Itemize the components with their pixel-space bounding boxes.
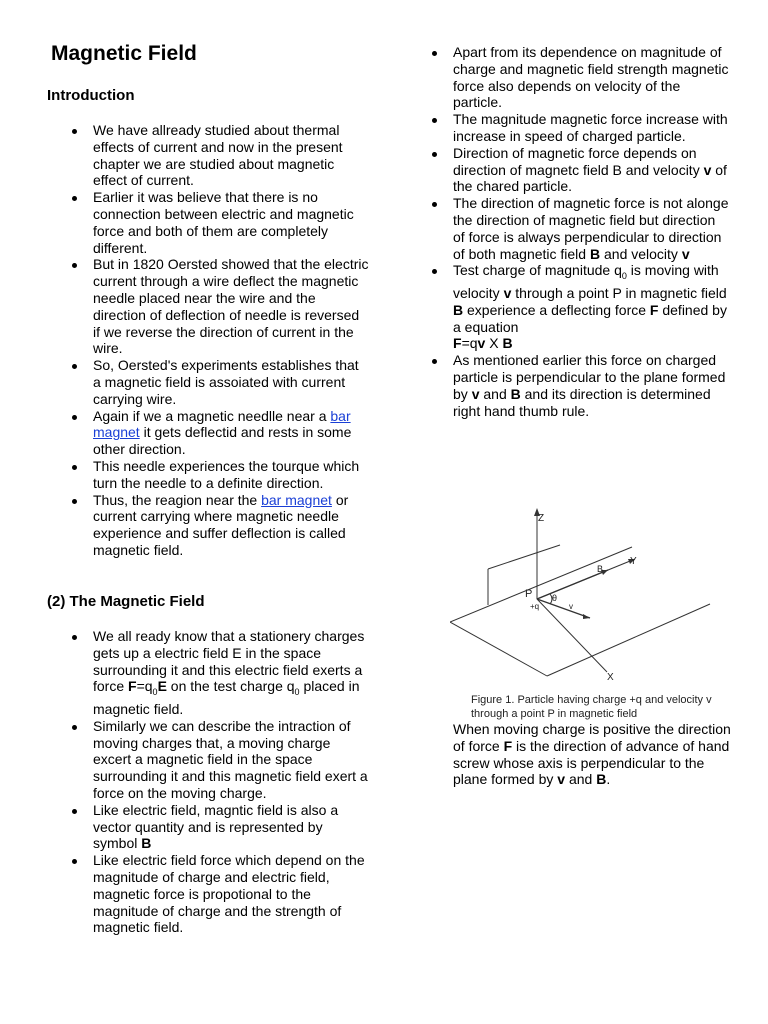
horizontal-plane-front-edge <box>547 604 710 676</box>
bullet-text: Thus, the reagion near the <box>93 491 262 508</box>
charge-label: +q <box>530 602 540 611</box>
point-p-label: P <box>525 588 533 600</box>
x-axis-label: X <box>607 672 614 683</box>
vertical-plane-top-edge <box>488 545 560 569</box>
list-item: The magnitude magnetic force increase with increase in speed of charged particle. <box>429 111 729 145</box>
page-title: Magnetic Field <box>51 42 197 65</box>
list-item: Like electric field, magntic field is also a vector quantity and is represented by symbol B <box>69 802 369 852</box>
list-item: Like electric field force which depend on the magnitude of charge and electric field, magnetic force is propotional to the magnitude of charge and the strength of magnetic field. <box>69 852 369 936</box>
list-item: Direction of magnetic force depends on direction of magnetc field B and velocity v of the chared particle. <box>429 145 729 195</box>
v-vector-label: v <box>569 602 573 611</box>
y-axis-label: Y <box>630 556 637 567</box>
v-vector <box>537 599 590 618</box>
bullet-text: it gets deflectid and rests in some other direction. <box>93 424 352 458</box>
b-vector <box>537 570 608 599</box>
list-item: Apart from its dependence on magnitude of charge and magnetic field strength magnetic force also depends on velocity of the particle. <box>429 44 729 111</box>
closing-paragraph: When moving charge is positive the direction of force F is the direction of advance of hand screw whose axis is perpendicular to the plane formed by v and B. <box>453 721 731 788</box>
section-heading: (2) The Magnetic Field <box>47 593 205 610</box>
b-vector-label: B <box>597 564 604 574</box>
bullet-text: But in 1820 Oersted showed that the electric current through a wire deflect the magnetic needle placed near the wire and the direction of deflection of needle is reversed if we reverse the direction of current in the wire. <box>93 256 369 357</box>
list-item: We all ready know that a stationery charges gets up a electric field E in the space surrounding it and this electric field exerts a force $F=q_0E$ on the test charge $q_0$ placed in magnetic field. <box>69 628 369 718</box>
bar-magnet-link[interactable]: bar magnet <box>93 407 351 441</box>
list-item: Test charge of magnitude $q_0$ is moving with velocity v through a point P in magnetic field B experience a deflecting force F defined by a equation F=qv X B <box>429 262 729 352</box>
list-item <box>69 408 369 458</box>
figure-caption: Figure 1. Particle having charge +q and velocity v through a point P in magnetic field <box>471 694 712 720</box>
list-item <box>69 458 369 492</box>
bullet-text: or current carrying where magnetic needle experience and suffer deflection is called magnetic field. <box>93 491 349 558</box>
list-item: The direction of magnetic force is not alonge the direction of magnetic field but direction of force is always perpendicular to direction of both magnetic field B and velocity v <box>429 195 729 262</box>
z-axis-label: Z <box>538 513 545 524</box>
list-item <box>69 256 369 357</box>
force-equation: F=qv X B <box>453 335 513 352</box>
bar-magnet-link[interactable]: bar magnet <box>261 491 332 508</box>
list-item <box>69 122 369 189</box>
list-item <box>69 492 369 559</box>
bullet-text: So, Oersted's experiments establishes that a magnetic field is assoiated with current carrying wire. <box>93 357 359 407</box>
bullet-text: Earlier it was believe that there is no connection between electric and magnetic force and both of them are completely different. <box>93 189 354 256</box>
list-item: As mentioned earlier this force on charged particle is perpendicular to the plane formed by v and B and its direction is determined right hand thumb rule. <box>429 352 729 419</box>
horizontal-plane-left-edge <box>450 622 547 676</box>
introduction-heading: Introduction <box>47 87 135 104</box>
horizontal-plane-back-edge <box>450 547 632 622</box>
right-column-list <box>429 44 729 419</box>
bullet-text: This needle experiences the tourque which turn the needle to a definite direction. <box>93 457 360 491</box>
section2-list <box>69 628 369 936</box>
list-item <box>69 357 369 407</box>
list-item: Similarly we can describe the intraction of moving charges that, a moving charge excert a magnetic field in the space surrounding it and this magnetic field exert a force on the moving charge. <box>69 718 369 802</box>
bullet-text: Again if we a magnetic needlle near a <box>93 407 331 424</box>
list-item <box>69 189 369 256</box>
theta-label: θ <box>552 593 558 603</box>
bullet-text: We have allready studied about thermal effects of current and now in the present chapter we are studied about magnetic effect of current. <box>93 122 343 189</box>
introduction-list <box>69 122 369 559</box>
